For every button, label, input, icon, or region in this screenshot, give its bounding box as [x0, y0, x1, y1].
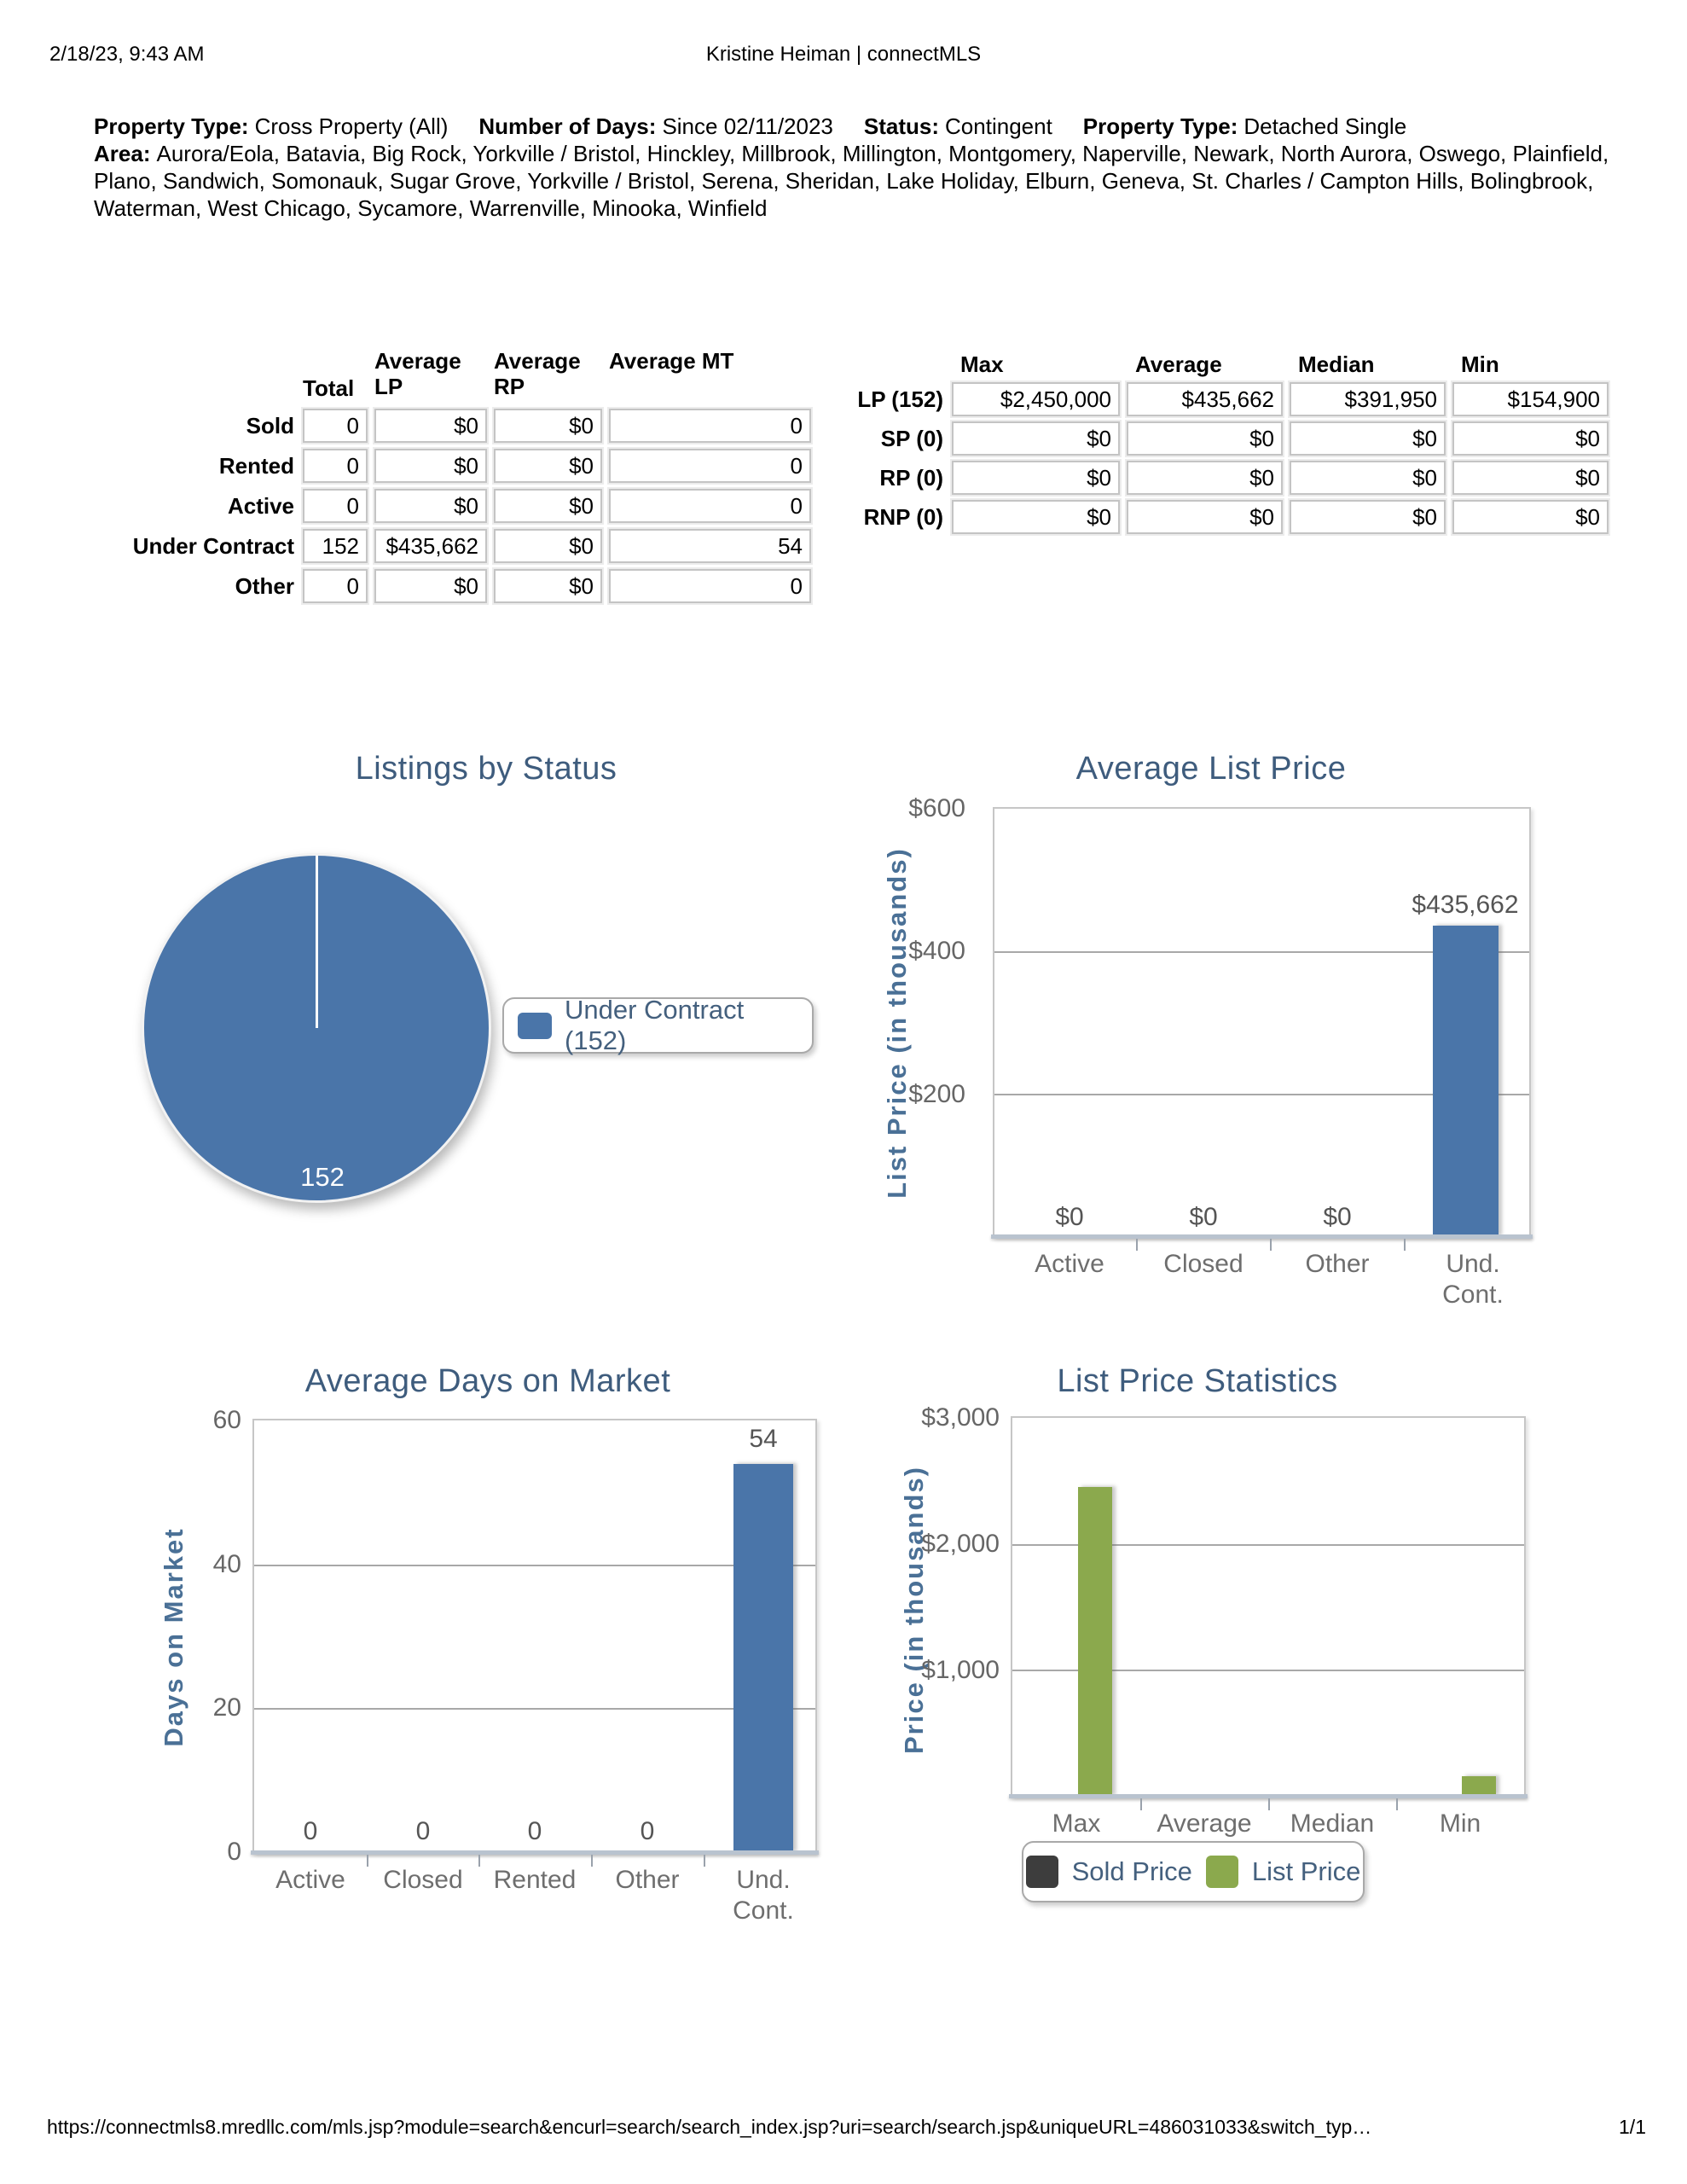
value-box: $0 — [1127, 500, 1283, 534]
criteria-area-label: Area: — [94, 141, 151, 166]
criteria-label: Property Type: — [1082, 113, 1238, 139]
column-header-median: Median — [1298, 351, 1375, 377]
row-label-under-contract: Under Contract — [132, 533, 294, 559]
list-price-statistics-y-axis-label: Price (in thousands) — [899, 1466, 929, 1754]
criteria-value: Detached Single — [1244, 113, 1407, 139]
price-statistics-table — [832, 351, 1609, 534]
value-box: 0 — [303, 449, 368, 483]
pie-chart-title: Listings by Status — [355, 751, 617, 787]
criteria-value: Cross Property (All) — [254, 113, 449, 139]
list-price-statistics-title: List Price Statistics — [1057, 1363, 1338, 1399]
legend-label: Under Contract (152) — [565, 995, 745, 1055]
criteria-segment — [864, 113, 1052, 139]
value-box: $0 — [1452, 461, 1609, 495]
legend-label: List Price — [1251, 1856, 1361, 1886]
value-box: $0 — [1127, 421, 1283, 456]
value-box: $0 — [1290, 421, 1446, 456]
x-category-label: Und. Cont. — [1442, 1250, 1504, 1309]
value-box: $0 — [494, 529, 602, 563]
x-axis — [991, 1234, 1533, 1239]
y-tick: $3,000 — [921, 1403, 1000, 1432]
column-header-average-lp: Average LP — [374, 348, 461, 399]
value-box: $0 — [952, 421, 1120, 456]
x-category-label: Average — [1157, 1809, 1252, 1838]
bar-value-label: 54 — [749, 1425, 778, 1453]
criteria-area-value: Aurora/Eola, Batavia, Big Rock, Yorkville / Bristol, Hinckley, Millbrook, Millington, Montgomery, Naperville, Newark, North Aurora, Oswego, Plainfield, Plano, Sandwich, Somonauk, Sugar Grove, Yorkville / Bristol, Serena, Sheridan, Lake Holiday, Elburn, Geneva, St. Charles / Campton Hills, Bolingbrook, Waterman, West Chicago, Sycamore, Warrenville, Minooka, Winfield — [94, 141, 1609, 221]
gridline — [254, 1708, 815, 1710]
bar-und-cont — [733, 1464, 793, 1852]
row-label-rp: RP (0) — [879, 465, 943, 491]
table-corner — [98, 348, 296, 403]
bar-value-label: $435,662 — [1412, 891, 1519, 919]
value-box: 0 — [303, 569, 368, 603]
x-category-label: Other — [1305, 1250, 1370, 1278]
row-label-active: Active — [227, 493, 294, 519]
criteria-value: Contingent — [945, 113, 1052, 139]
bar-list-price-max — [1078, 1487, 1112, 1796]
value-box: $0 — [1127, 461, 1283, 495]
column-header-max: Max — [960, 351, 1004, 377]
footer-page-number: 1/1 — [1619, 2116, 1646, 2138]
bar-value-label: $0 — [1189, 1203, 1218, 1231]
x-category-label: Closed — [383, 1866, 463, 1894]
avg-list-price-title: Average List Price — [1075, 751, 1347, 787]
value-box: $435,662 — [374, 529, 487, 563]
criteria-value: Since 02/11/2023 — [662, 113, 833, 139]
bar-value-label: 0 — [527, 1817, 542, 1845]
pie-legend — [502, 997, 814, 1054]
x-category-label: Max — [1052, 1809, 1101, 1838]
value-box: $2,450,000 — [952, 382, 1120, 416]
avg-days-on-market-y-axis-label: Days on Market — [159, 1527, 188, 1747]
value-box: $0 — [494, 409, 602, 443]
row-label-rnp: RNP (0) — [863, 504, 943, 530]
value-box: $0 — [1290, 461, 1446, 495]
status-summary-table — [98, 348, 811, 603]
pie-slice-divider — [316, 856, 318, 1028]
avg-list-price-y-axis-label: List Price (in thousands) — [882, 847, 912, 1199]
value-box: 0 — [609, 569, 811, 603]
row-label-rented: Rented — [218, 453, 294, 479]
gridline — [254, 1565, 815, 1566]
value-box: $0 — [1290, 500, 1446, 534]
bar-value-label: 0 — [640, 1817, 655, 1845]
value-box: $0 — [494, 489, 602, 523]
value-box: $0 — [374, 409, 487, 443]
bar-value-label: $0 — [1055, 1203, 1084, 1231]
listings-by-status-pie — [142, 853, 491, 1203]
value-box: 0 — [303, 409, 368, 443]
legend-swatch-sold-price-icon — [1026, 1856, 1058, 1888]
column-header-average: Average — [1135, 351, 1222, 377]
value-box: $0 — [952, 500, 1120, 534]
value-box: 0 — [609, 449, 811, 483]
value-box: $154,900 — [1452, 382, 1609, 416]
column-header-total: Total — [303, 375, 355, 401]
criteria-label: Number of Days: — [478, 113, 657, 139]
value-box: $0 — [494, 569, 602, 603]
criteria-area-line — [94, 140, 1616, 222]
legend-label: Sold Price — [1071, 1856, 1192, 1886]
x-category-label: Und. Cont. — [733, 1866, 794, 1925]
value-box: $0 — [374, 449, 487, 483]
y-tick: 60 — [212, 1406, 241, 1434]
y-tick: $200 — [908, 1080, 965, 1108]
bar-list-price-min — [1462, 1776, 1496, 1796]
row-label-sold: Sold — [246, 413, 294, 439]
print-timestamp: 2/18/23, 9:43 AM — [49, 43, 205, 66]
value-box: 0 — [609, 409, 811, 443]
criteria-segment — [1083, 113, 1406, 139]
avg-days-on-market-title: Average Days on Market — [304, 1363, 671, 1399]
criteria-label: Status: — [863, 113, 940, 139]
y-tick: 20 — [212, 1693, 241, 1722]
y-tick: $2,000 — [921, 1530, 1000, 1558]
y-tick: 40 — [212, 1550, 241, 1578]
value-box: 152 — [303, 529, 368, 563]
avg-days-on-market-plot — [252, 1419, 817, 1854]
criteria-label: Property Type: — [94, 113, 249, 139]
search-criteria — [94, 113, 1616, 222]
value-box: 54 — [609, 529, 811, 563]
y-tick: 0 — [227, 1838, 241, 1866]
x-category-label: Median — [1290, 1809, 1375, 1838]
bar-und-cont — [1433, 926, 1499, 1236]
criteria-segment — [478, 113, 833, 139]
row-label-sp: SP (0) — [880, 426, 943, 451]
column-header-min: Min — [1461, 351, 1499, 377]
x-category-label: Other — [615, 1866, 680, 1894]
x-category-label: Min — [1439, 1809, 1481, 1838]
bar-value-label: 0 — [303, 1817, 318, 1845]
value-box: $0 — [952, 461, 1120, 495]
pie-slice-value-label: 152 — [300, 1162, 345, 1192]
x-category-label: Rented — [493, 1866, 577, 1894]
x-axis — [251, 1850, 819, 1855]
value-box: $0 — [494, 449, 602, 483]
value-box: $0 — [374, 569, 487, 603]
bar-value-label: 0 — [415, 1817, 431, 1845]
y-tick: $1,000 — [921, 1656, 1000, 1684]
footer-url: https://connectmls8.mredllc.com/mls.jsp?module=search&encurl=search/search_index.jsp?uri=search/search.jsp&uniqueURL=486031033&switch_typ… — [47, 2116, 1372, 2138]
legend-swatch-under-contract-icon — [518, 1013, 552, 1039]
x-category-label: Active — [1035, 1250, 1104, 1278]
value-box: $0 — [1452, 421, 1609, 456]
list-price-statistics-plot — [1011, 1416, 1526, 1798]
column-header-average-rp: Average RP — [494, 348, 581, 399]
avg-list-price-plot — [993, 807, 1531, 1238]
column-header-average-mt: Average MT — [609, 348, 734, 374]
list-price-statistics-legend — [1022, 1841, 1365, 1902]
value-box: $0 — [1452, 500, 1609, 534]
print-header-title: Kristine Heiman | connectMLS — [705, 43, 982, 66]
value-box: 0 — [303, 489, 368, 523]
row-label-other: Other — [235, 573, 294, 599]
value-box: $435,662 — [1127, 382, 1283, 416]
y-tick: $400 — [908, 937, 965, 965]
legend-swatch-list-price-icon — [1206, 1856, 1238, 1888]
value-box: 0 — [609, 489, 811, 523]
table-corner — [832, 351, 945, 377]
x-category-label: Closed — [1163, 1250, 1244, 1278]
bar-value-label: $0 — [1323, 1203, 1352, 1231]
criteria-segment — [94, 113, 448, 139]
value-box: $0 — [374, 489, 487, 523]
row-label-lp: LP (152) — [857, 386, 943, 412]
value-box: $391,950 — [1290, 382, 1446, 416]
criteria-line — [94, 113, 1616, 140]
x-category-label: Active — [275, 1866, 345, 1894]
y-tick: $600 — [908, 794, 965, 822]
